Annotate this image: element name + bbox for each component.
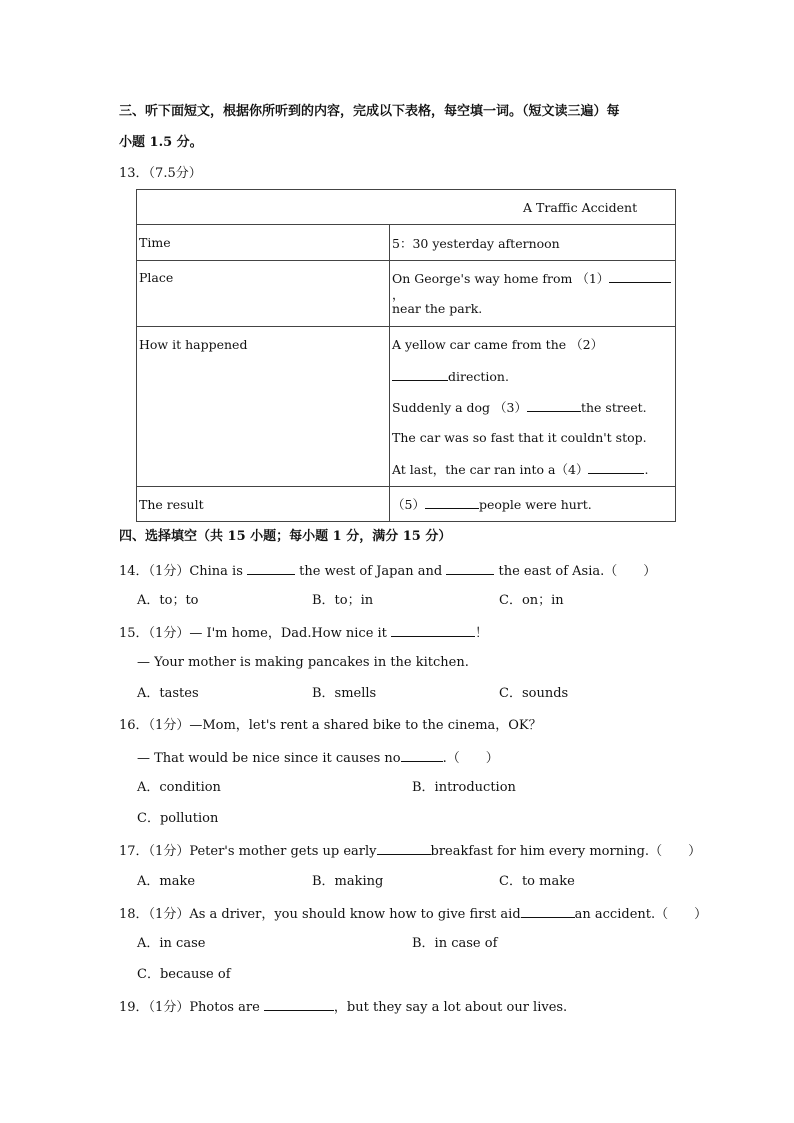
section4-heading: 四、选择填空（共 15 小题；每小题 1 分，满分 15 分） — [119, 529, 452, 544]
q14-option-b[interactable]: B．to；in — [312, 593, 374, 608]
q13-label: 13．（7.5分） — [119, 166, 202, 181]
q16-option-b[interactable]: B．introduction — [412, 780, 516, 795]
q18-option-c[interactable]: C．because of — [137, 967, 231, 982]
q17-option-a[interactable]: A．make — [137, 874, 196, 889]
q18-stem: 18．（1分）As a driver，you should know how to give first aid an accident.（ ） — [119, 907, 708, 922]
q17-stem: 17．（1分）Peter's mother gets up early breakfast for him every morning.（ ） — [119, 844, 702, 859]
time-label: Time — [137, 225, 390, 261]
how-label: How it happened — [137, 327, 390, 487]
how-value: A yellow car came from the （2） direction. Suddenly a dog （3） the street. The car was so fast that it couldn't stop. At last，the car ran into a（4） . — [390, 327, 676, 487]
place-text-2: near the park. — [392, 301, 483, 316]
q14-blank-1[interactable] — [247, 562, 295, 575]
q19-stem: 19．（1分）Photos are ，but they say a lot about our lives. — [119, 1000, 568, 1015]
q15-response: — Your mother is making pancakes in the kitchen. — [137, 655, 469, 670]
place-label: Place — [137, 261, 390, 327]
place-value: On George's way home from （1）， near the park. — [390, 261, 676, 327]
q15-option-a[interactable]: A．tastes — [137, 686, 199, 701]
time-value: 5：30 yesterday afternoon — [390, 225, 676, 261]
q14-stem: 14．（1分）China is the west of Japan and the east of Asia.（ ） — [119, 564, 657, 579]
answer-blank-5[interactable] — [425, 496, 479, 509]
section3-heading-line1: 三、听下面短文，根据你所听到的内容，完成以下表格，每空填一词。（短文读三遍）每 — [119, 104, 620, 119]
how-line-1: A yellow car came from the （2） — [392, 337, 604, 352]
q16-blank[interactable] — [401, 749, 443, 762]
place-text: On George's way home from （1） — [392, 271, 610, 286]
answer-blank-3[interactable] — [527, 399, 581, 412]
answer-blank-1[interactable] — [609, 270, 671, 283]
q17-blank[interactable] — [377, 842, 431, 855]
how-line-4: The car was so fast that it couldn't stop. — [392, 430, 647, 445]
q18-blank[interactable] — [521, 905, 575, 918]
q16-response: — That would be nice since it causes no .（ ） — [137, 751, 499, 766]
q17-option-b[interactable]: B．making — [312, 874, 384, 889]
answer-blank-4[interactable] — [588, 461, 644, 474]
result-value: （5） people were hurt. — [390, 487, 676, 522]
q14-option-c[interactable]: C．on；in — [499, 593, 564, 608]
traffic-accident-table — [136, 189, 676, 522]
q15-option-c[interactable]: C．sounds — [499, 686, 569, 701]
q16-stem: 16．（1分）—Mom，let's rent a shared bike to the cinema，OK？ — [119, 718, 542, 733]
q19-blank[interactable] — [264, 998, 334, 1011]
table-title: A Traffic Accident — [137, 190, 676, 225]
answer-blank-2[interactable] — [392, 368, 448, 381]
q18-option-a[interactable]: A．in case — [137, 936, 206, 951]
q15-stem: 15．（1分）— I'm home，Dad.How nice it ！ — [119, 626, 489, 641]
section3-heading-line2: 小题 1.5 分。 — [119, 135, 203, 150]
q16-option-a[interactable]: A．condition — [137, 780, 221, 795]
result-label: The result — [137, 487, 390, 522]
q15-option-b[interactable]: B．smells — [312, 686, 377, 701]
q14-option-a[interactable]: A．to；to — [137, 593, 199, 608]
q16-option-c[interactable]: C．pollution — [137, 811, 219, 826]
q15-blank[interactable] — [391, 624, 475, 637]
q18-option-b[interactable]: B．in case of — [412, 936, 498, 951]
q14-blank-2[interactable] — [446, 562, 494, 575]
q17-option-c[interactable]: C．to make — [499, 874, 575, 889]
